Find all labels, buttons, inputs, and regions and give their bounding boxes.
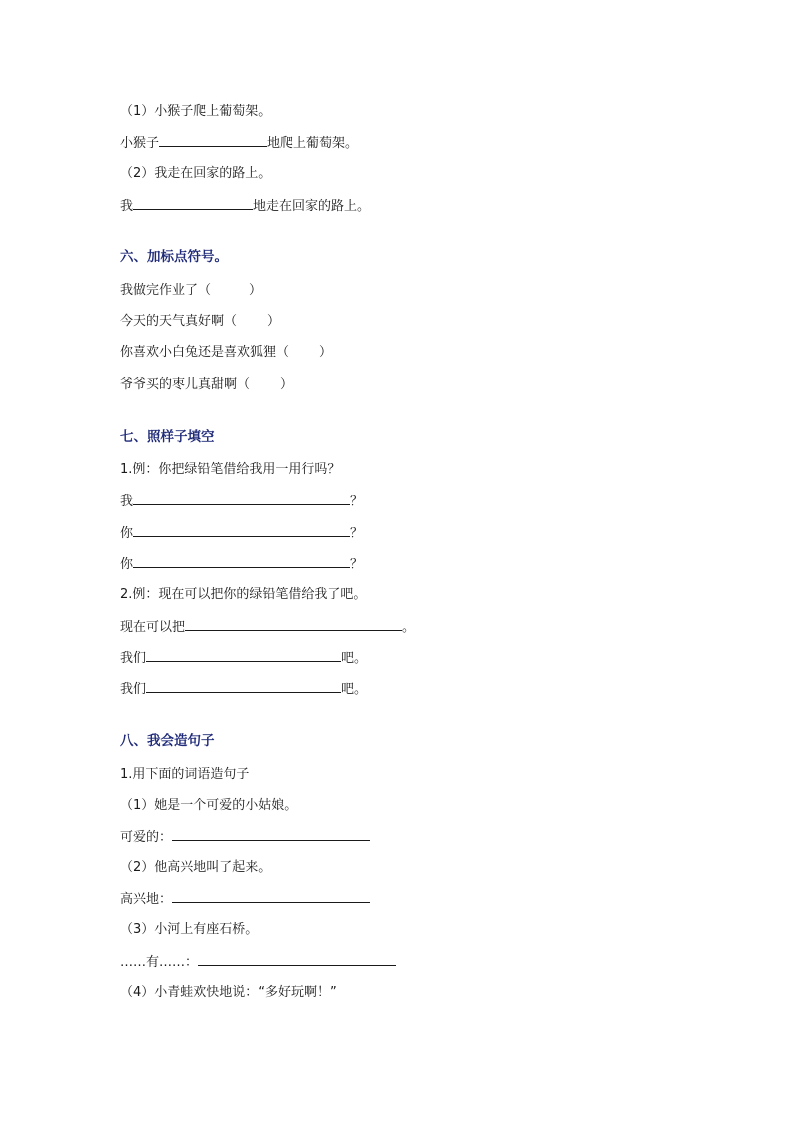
fill-line-2c [120, 680, 367, 699]
example-2: 2.例：现在可以把你的绿铅笔借给我了吧。 [120, 587, 367, 602]
fill-line-2a [120, 618, 415, 637]
example-1: 1.例：你把绿铅笔借给我用一用行吗？ [120, 462, 341, 477]
s5-answer-1-blank[interactable] [159, 134, 267, 147]
fill-blank[interactable] [185, 618, 402, 631]
sentence-answer-2 [120, 890, 370, 909]
punctuation-line-2 [120, 313, 280, 331]
punctuation-line-3 [120, 344, 332, 362]
fill-suffix: 吧。 [341, 682, 368, 697]
fill-blank[interactable] [146, 680, 341, 693]
sentence-answer-1 [120, 828, 370, 847]
s5-answer-1-suffix: 地爬上葡萄架。 [267, 136, 359, 151]
punctuation-text: 你喜欢小白兔还是喜欢狐狸（ [120, 345, 290, 360]
sentence-label: ……有……： [120, 955, 199, 970]
section-8-intro: 1.用下面的词语造句子 [120, 767, 250, 782]
fill-prefix: 我们 [120, 682, 147, 697]
fill-prefix: 我们 [120, 651, 147, 666]
punctuation-close: ） [267, 314, 281, 329]
s5-answer-1 [120, 134, 358, 153]
sentence-label: 高兴地： [120, 892, 173, 907]
s5-answer-2-suffix: 地走在回家的路上。 [253, 199, 371, 214]
fill-prefix: 我 [120, 494, 134, 509]
sentence-example-2: （2）他高兴地叫了起来。 [120, 860, 272, 875]
punctuation-close: ） [280, 377, 294, 392]
fill-prefix: 现在可以把 [120, 620, 186, 635]
punctuation-close: ） [249, 283, 263, 298]
punctuation-text: 今天的天气真好啊（ [120, 314, 238, 329]
punctuation-line-1 [120, 282, 262, 300]
s5-answer-2-prefix: 我 [120, 199, 134, 214]
punctuation-text: 爷爷买的枣儿真甜啊（ [120, 377, 251, 392]
punctuation-text: 我做完作业了（ [120, 283, 212, 298]
sentence-answer-3 [120, 953, 396, 972]
fill-suffix: ？ [350, 526, 364, 541]
fill-suffix: ？ [350, 494, 364, 509]
s5-answer-2-blank[interactable] [133, 197, 253, 210]
fill-line-1c [120, 555, 363, 574]
fill-line-1b [120, 524, 363, 543]
fill-blank[interactable] [133, 524, 350, 537]
s5-answer-1-prefix: 小猴子 [120, 136, 160, 151]
s5-answer-2 [120, 197, 370, 216]
fill-prefix: 你 [120, 526, 134, 541]
sentence-blank[interactable] [198, 953, 396, 966]
section-6-title: 六、加标点符号。 [120, 249, 228, 265]
section-7-title: 七、照样子填空 [120, 429, 215, 445]
fill-suffix: ？ [350, 557, 364, 572]
punctuation-close: ） [319, 345, 333, 360]
s5-question-1: （1）小猴子爬上葡萄架。 [120, 104, 272, 119]
fill-blank[interactable] [133, 492, 350, 505]
sentence-label: 可爱的： [120, 830, 173, 845]
sentence-example-4: （4）小青蛙欢快地说：“多好玩啊！” [120, 985, 337, 1000]
fill-prefix: 你 [120, 557, 134, 572]
fill-blank[interactable] [146, 649, 341, 662]
sentence-example-3: （3）小河上有座石桥。 [120, 922, 259, 937]
fill-suffix: 吧。 [341, 651, 368, 666]
sentence-example-1: （1）她是一个可爱的小姑娘。 [120, 798, 298, 813]
fill-line-2b [120, 649, 367, 668]
sentence-blank[interactable] [172, 828, 370, 841]
fill-suffix: 。 [402, 620, 416, 635]
punctuation-line-4 [120, 376, 293, 394]
fill-line-1a [120, 492, 363, 511]
s5-question-2: （2）我走在回家的路上。 [120, 166, 272, 181]
fill-blank[interactable] [133, 555, 350, 568]
sentence-blank[interactable] [172, 890, 370, 903]
section-8-title: 八、我会造句子 [120, 733, 215, 749]
